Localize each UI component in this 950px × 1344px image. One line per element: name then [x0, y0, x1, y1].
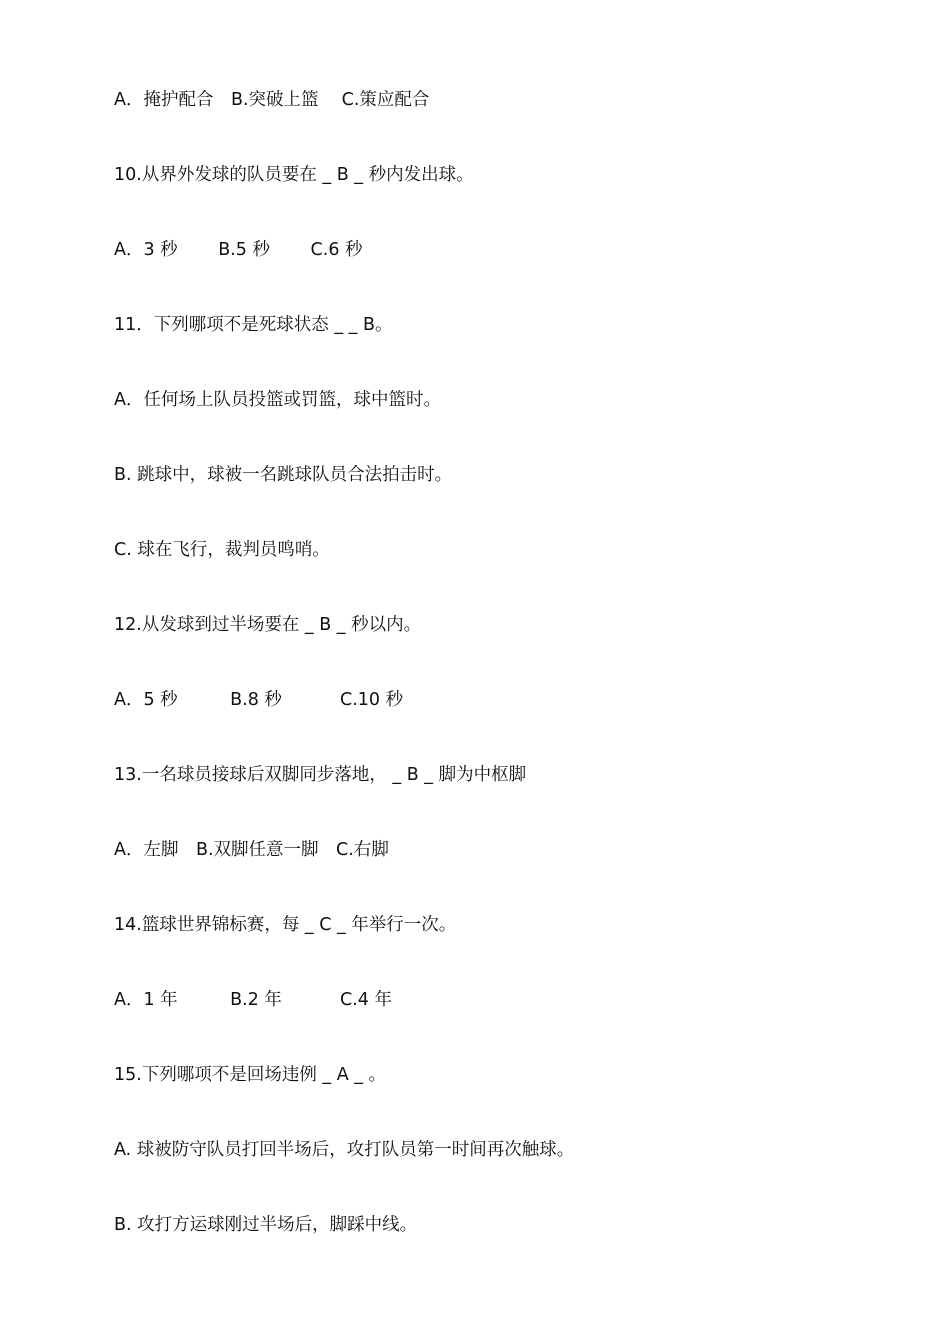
option-11-b: B. 跳球中，球被一名跳球队员合法拍击时。 — [114, 465, 453, 485]
question-10: 10.从界外发球的队员要在 _ B _ 秒内发出球。 — [114, 165, 474, 185]
options-line-14: A．1 年 B.2 年 C.4 年 — [114, 990, 392, 1010]
options-line-9: A．掩护配合 B.突破上篮 C.策应配合 — [114, 90, 430, 110]
options-line-12: A．5 秒 B.8 秒 C.10 秒 — [114, 690, 404, 710]
question-14: 14.篮球世界锦标赛，每 _ C _ 年举行一次。 — [114, 915, 457, 935]
question-11: 11．下列哪项不是死球状态 _ _ B。 — [114, 315, 393, 335]
option-15-a: A. 球被防守队员打回半场后，攻打队员第一时间再次触球。 — [114, 1140, 575, 1160]
option-11-c: C. 球在飞行，裁判员鸣哨。 — [114, 540, 330, 560]
question-13: 13.一名球员接球后双脚同步落地， _ B _ 脚为中枢脚 — [114, 765, 527, 785]
option-11-a: A．任何场上队员投篮或罚篮，球中篮时。 — [114, 390, 441, 410]
options-line-13: A．左脚 B.双脚任意一脚 C.右脚 — [114, 840, 389, 860]
options-line-10: A．3 秒 B.5 秒 C.6 秒 — [114, 240, 363, 260]
question-list — [114, 86, 914, 1286]
question-12: 12.从发球到过半场要在 _ B _ 秒以内。 — [114, 615, 422, 635]
option-15-b: B. 攻打方运球刚过半场后，脚踩中线。 — [114, 1215, 418, 1235]
question-15: 15.下列哪项不是回场违例 _ A _ 。 — [114, 1065, 387, 1085]
